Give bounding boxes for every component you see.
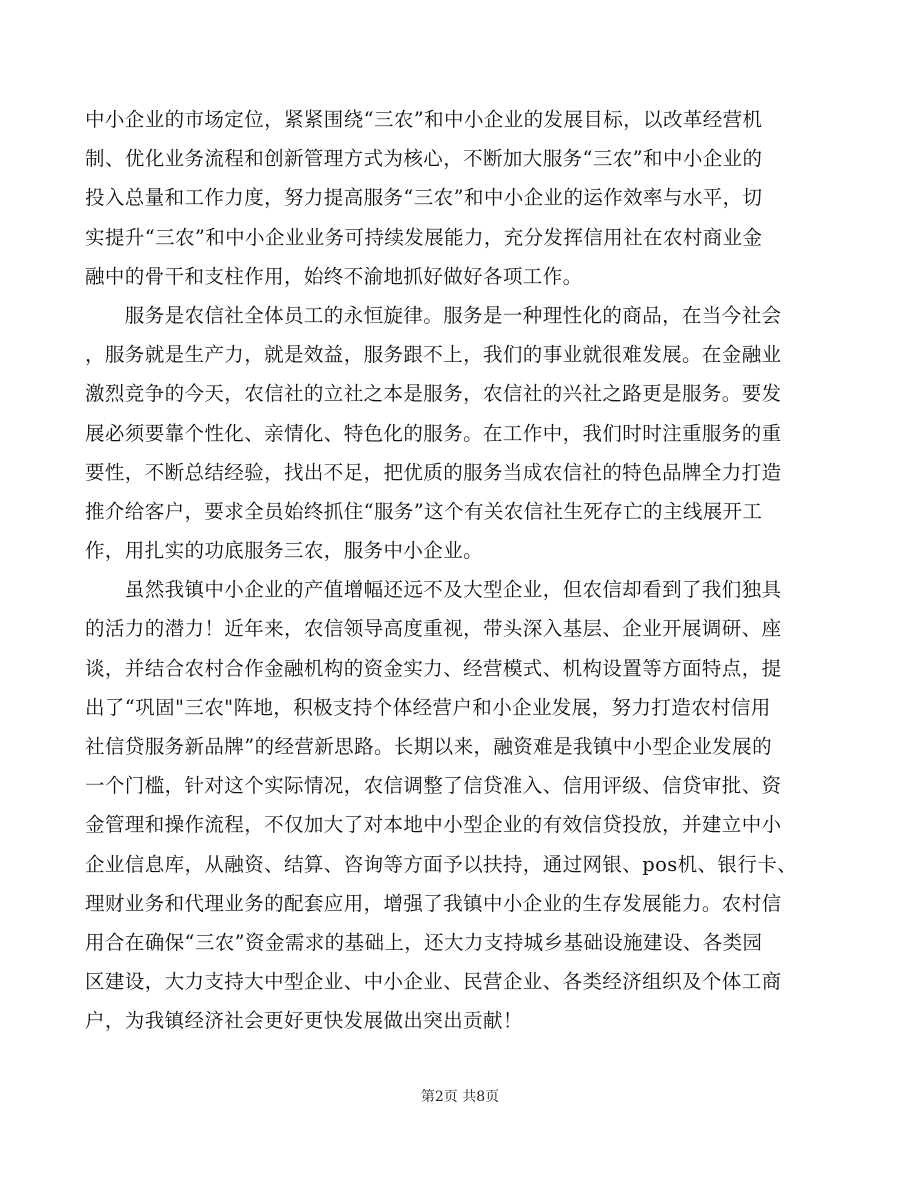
text-line: 社信贷服务新品牌”的经营新思路。长期以来，融资难是我镇中小型企业发展的: [85, 735, 772, 758]
text-line: 激烈竞争的今天，农信社的立社之本是服务，农信社的兴社之路更是服务。要发: [85, 382, 782, 406]
paragraph-3: [85, 570, 837, 1040]
document-body: [85, 100, 837, 1041]
text-line: 区建设，大力支持大中型企业、中小企业、民营企业、各类经济组织及个体工商: [85, 970, 782, 994]
text-line: 户，为我镇经济社会更好更快发展做出突出贡献！: [85, 1009, 523, 1033]
text-line: 实提升“三农”和中小企业业务可持续发展能力，充分发挥信用社在农村商业金: [85, 225, 763, 249]
text-line: 推介给客户，要求全员始终抓住“服务”这个有关农信社生死存亡的主线展开工: [85, 499, 763, 523]
paragraph-2: [85, 296, 837, 570]
text-line: 要性，不断总结经验，找出不足，把优质的服务当成农信社的特色品牌全力打造: [85, 460, 782, 484]
text-line: 展必须要靠个性化、亲情化、特色化的服务。在工作中，我们时时注重服务的重: [85, 421, 782, 445]
text-line: 中小企业的市场定位，紧紧围绕“三农”和中小企业的发展目标，以改革经营机: [85, 108, 763, 131]
text-line: 服务是农信社全体员工的永恒旋律。服务是一种理性化的商品，在当今社会: [85, 303, 782, 327]
text-line: ，服务就是生产力，就是效益，服务跟不上，我们的事业就很难发展。在金融业: [85, 343, 782, 367]
text-line: 作，用扎实的功底服务三农，服务中小企业。: [85, 539, 484, 563]
text-line: 理财业务和代理业务的配套应用，增强了我镇中小企业的生存发展能力。农村信: [85, 891, 782, 915]
text-line: 的活力的潜力！近年来，农信领导高度重视，带头深入基层、企业开展调研、座: [85, 617, 782, 641]
page-number: 第2页 共8页: [420, 1089, 500, 1105]
text-line: 用合在确保“三农”资金需求的基础上，还大力支持城乡基础设施建设、各类园: [85, 930, 763, 954]
text-line: 出了“巩固"三农"阵地，积极支持个体经营户和小企业发展，努力打造农村信用: [85, 695, 771, 719]
text-line: 制、优化业务流程和创新管理方式为核心，不断加大服务“三农”和中小企业的: [85, 147, 763, 171]
text-line: 谈，并结合农村合作金融机构的资金实力、经营模式、机构设置等方面特点，提: [85, 656, 782, 680]
text-line: 金管理和操作流程，不仅加大了对本地中小型企业的有效信贷投放，并建立中小: [85, 813, 782, 837]
text-line: 企业信息库，从融资、结算、咨询等方面予以扶持，通过网银、pos机、银行卡、: [85, 852, 798, 876]
text-line: 一个门槛，针对这个实际情况，农信调整了信贷准入、信用评级、信贷审批、资: [85, 774, 782, 798]
text-line: 投入总量和工作力度，努力提高服务“三农”和中小企业的运作效率与水平，切: [85, 186, 763, 210]
paragraph-1: [85, 100, 837, 296]
text-line: 虽然我镇中小企业的产值增幅还远不及大型企业，但农信却看到了我们独具: [85, 578, 782, 602]
text-line: 融中的骨干和支柱作用，始终不渝地抓好做好各项工作。: [85, 264, 583, 288]
